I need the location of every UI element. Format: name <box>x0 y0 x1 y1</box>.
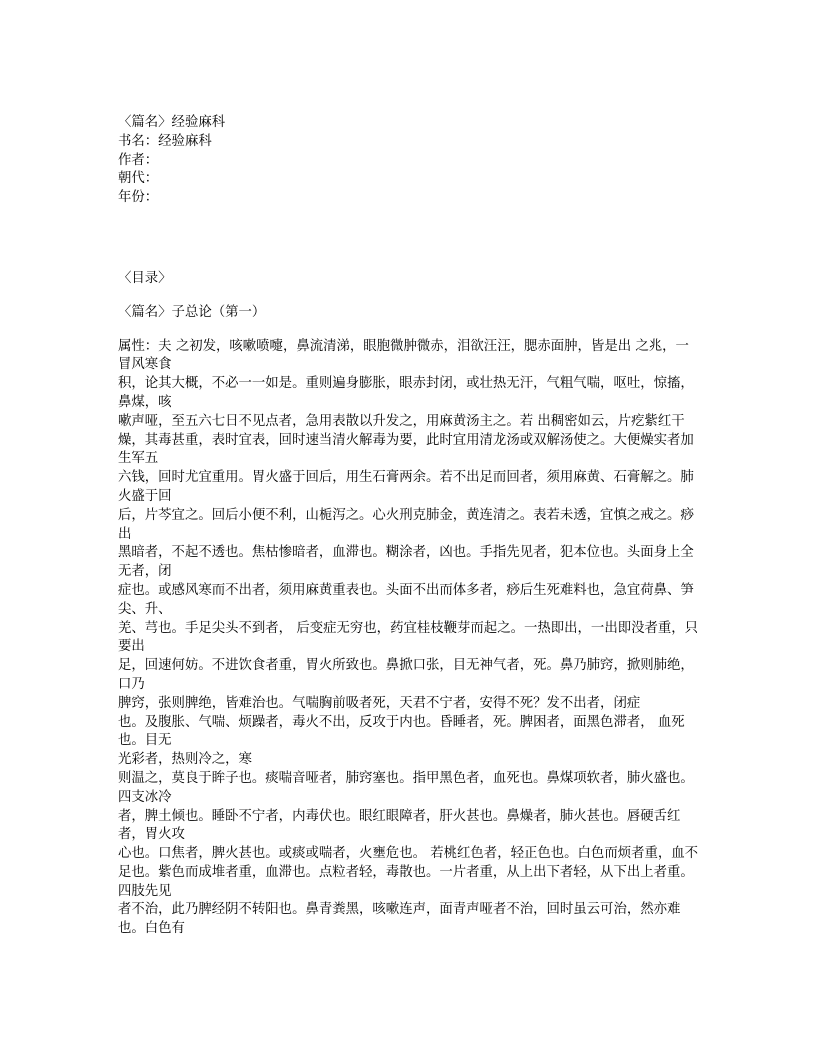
body-line: 积，论其大概，不必一一如是。重则遍身膨胀，眼赤封闭，或壮热无汗，气粗气喘，呕吐，惊搐，鼻煤，咳 <box>118 376 694 410</box>
dynasty-line: 朝代： <box>118 171 159 187</box>
body-line: 者不治，此乃脾经阴不转阳也。鼻青粪黑，咳嗽连声，面青声哑者不治，回时虽云可治，然亦难也。白色有 <box>118 902 681 937</box>
author-line: 作者： <box>118 152 159 168</box>
book-name-line: 书名：经验麻科 <box>118 133 212 149</box>
toc-label: 〈目录〉 <box>118 270 172 286</box>
body-line: 嗽声哑，至五六七日不见点者，急用表散以升发之，用麻黄汤主之。若 出稠密如云，片疙紫红干 <box>118 413 685 429</box>
year-line: 年份： <box>118 190 159 206</box>
body-line: 足也。紫色而成堆者重，血滞也。点粒者轻，毒散也。一片者重，从上出下者轻，从下出上者重。四肢先见 <box>118 864 694 899</box>
body-line: 症也。或感风寒而不出者，须用麻黄重表也。头面不出而体多者，痧后生死难料也，急宜荷鼻、笋尖、升、 <box>118 582 694 617</box>
body-line: 六钱，回时尤宜重用。胃火盛于回后，用生石膏两余。若不出足而回者，须用麻黄、石膏解之。肺火盛于回 <box>118 470 694 504</box>
body-line: 足，回速何妨。不进饮食者重，胃火所致也。鼻掀口张，目无神气者，死。鼻乃肺窍，掀则肺绝，口乃 <box>118 658 694 692</box>
body-line: 光彩者，热则冷之，寒 <box>118 752 252 768</box>
body-line: 也。及腹胀、气喘、烦躁者，毒火不出，反攻于内也。昏睡者，死。脾困者，面黑色滞者， 血死也。目无 <box>118 714 685 749</box>
body-line: 后，片芩宜之。回后小便不利，山栀泻之。心火刑克肺金，黄连清之。表若未透，宜慎之戒之。痧出 <box>118 507 694 542</box>
body-line: 燥，其毒甚重，表时宜表，回时速当清火解毒为要，此时宜用清龙汤或双解汤使之。大便燥实者加生军五 <box>118 432 694 467</box>
document-page <box>118 114 702 939</box>
body-line: 脾窍，张则脾绝，皆难治也。气喘胸前吸者死，天君不宁者，安得不死？发不出者，闭症 <box>118 695 641 711</box>
body-line: 则温之，莫良于眸子也。痰喘音哑者，肺窍塞也。指甲黑色者，血死也。鼻煤项软者，肺火盛也。四支冰冷 <box>118 770 694 805</box>
chapter-title-line: 〈篇名〉经验麻科 <box>118 115 226 130</box>
body-line: 黑暗者，不起不透也。焦枯惨暗者，血滞也。糊涂者，凶也。手指先见者，犯本位也。头面身上全无者，闭 <box>118 545 694 580</box>
body-line: 心也。口焦者，脾火甚也。或痰或喘者，火壅危也。 若桃红色者，轻正色也。白色而烦者重，血不 <box>118 846 699 862</box>
blank-gap <box>118 208 702 270</box>
body-line: 属性：夫 之初发，咳嗽喷嚏，鼻流清涕，眼胞微肿微赤，泪欲汪汪，腮赤面肿，皆是出 之兆，一冒风寒食 <box>118 338 689 373</box>
section-title: 〈篇名〉子总论（第一） <box>118 304 266 320</box>
body-line: 羌、芎也。手足尖头不到者， 后变症无穷也，药宜桂枝鞭芽而起之。一热即出，一出即没者重，只要出 <box>118 620 699 655</box>
body-text <box>118 338 702 940</box>
blank-gap <box>118 289 702 304</box>
body-line: 者，脾土倾也。睡卧不宁者，内毒伏也。眼红眼障者，肝火甚也。鼻燥者，肺火甚也。唇硬舌红者，胃火攻 <box>118 808 681 843</box>
blank-gap <box>118 323 702 338</box>
